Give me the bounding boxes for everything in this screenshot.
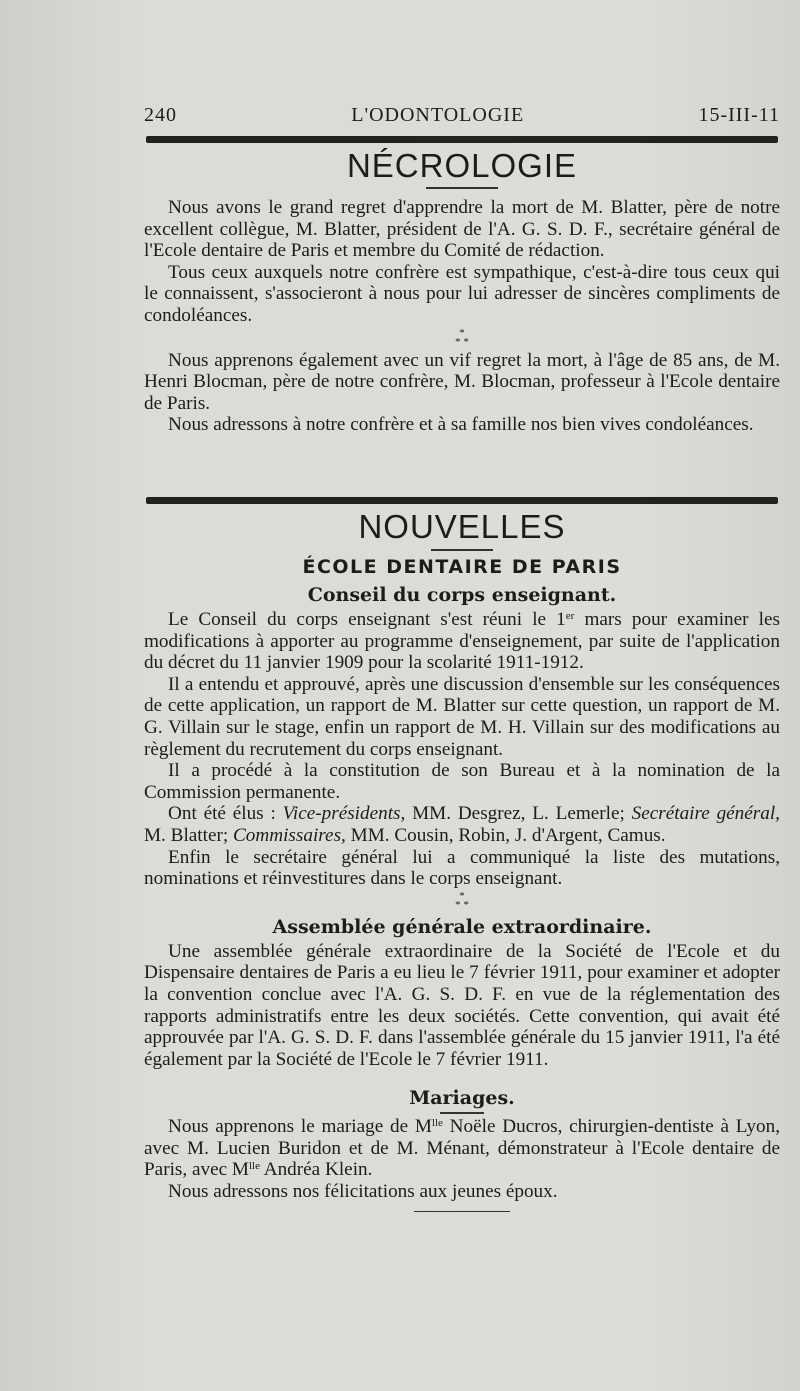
issue-date: 15-III-11 — [698, 104, 780, 126]
conseil-paragraph: Il a entendu et approuvé, après une discussion d'ensemble sur les conséquences de cette application, un rapport de M. Blatter sur cette question, un rapport de M. G. Villain sur le stage, enfin un rapport de M. H. Villain sur des modifications au règlement du recrutement du corps enseignant. — [144, 673, 780, 760]
necrologie-paragraph: Nous adressons à notre confrère et à sa famille nos bien vives condoléances. — [168, 414, 754, 436]
heading-underline — [440, 1112, 484, 1114]
conseil-paragraph: Ont été élus : Vice-présidents, MM. Desgrez, L. Lemerle; Secrétaire général, M. Blatter; Commissaires, MM. Cousin, Robin, J. d'Argent, Camus. — [144, 803, 780, 846]
necrologie-title: NÉCROLOGIE — [346, 147, 578, 184]
necrologie-paragraph: Nous apprenons également avec un vif regret la mort, à l'âge de 85 ans, de M. Henri Blocman, père de notre confrère, M. Blocman, professeur à l'Ecole dentaire de Paris. — [144, 349, 780, 414]
mariages-heading: Mariages. — [409, 1087, 515, 1110]
nouvelles-section — [144, 507, 780, 1212]
nouvelles-title: NOUVELLES — [358, 508, 566, 545]
conseil-paragraph: Enfin le secrétaire général lui a communiqué la liste des mutations, nominations et réinvestitures dans le corps enseignant. — [144, 846, 780, 890]
conseil-paragraph: Il a procédé à la constitution de son Bureau et à la nomination de la Commission permanente. — [144, 760, 780, 803]
necrologie-paragraph: Tous ceux auxquels notre confrère est sympathique, c'est-à-dire tous ceux qui le connaissent, s'associeront à nous pour lui adresser de sincères compliments de condoléances. — [144, 261, 780, 326]
assemblee-heading: Assemblée générale extraordinaire. — [272, 915, 652, 938]
conseil-paragraph: Le Conseil du corps enseignant s'est réuni le 1er mars pour examiner les modifications à apporter au programme d'enseignement, par suite de l'application du décret du 11 janvier 1909 pour la scolarité 1911-1912. — [144, 609, 780, 674]
necrologie-section — [144, 146, 780, 436]
running-header — [144, 104, 780, 127]
journal-title: L'ODONTOLOGIE — [351, 104, 525, 126]
closing-rule — [414, 1211, 510, 1213]
title-underline — [426, 187, 498, 189]
assemblee-paragraph: Une assemblée générale extraordinaire de la Société de l'Ecole et du Dispensaire dentaires de Paris a eu lieu le 7 février 1911, pour examiner et adopter la convention conclue avec l'A. G. S. D. F. en vue de la réglementation des rapports administratifs entre les deux sociétés. Cette convention, qui avait été approuvée par l'A. G. S. D. F. dans l'assemblée générale du 15 janvier 1911, l'a été également par la Société de l'Ecole le 7 février 1911. — [144, 940, 780, 1070]
nouvelles-subtitle: ÉCOLE DENTAIRE DE PARIS — [302, 556, 622, 578]
page-number: 240 — [144, 104, 177, 126]
necrologie-paragraph: Nous avons le grand regret d'apprendre la mort de M. Blatter, père de notre excellent collègue, M. Blatter, président de l'A. G. S. D. F., secrétaire général de l'Ecole dentaire de Paris et membre du Comité de rédaction. — [144, 197, 780, 262]
section-rule — [146, 497, 778, 504]
header-rule — [146, 136, 778, 143]
asterism-divider: * * * — [455, 889, 469, 911]
asterism-divider: * * * — [455, 326, 469, 348]
mariages-paragraph: Nous adressons nos félicitations aux jeunes époux. — [168, 1181, 558, 1203]
title-underline — [431, 549, 493, 551]
mariages-paragraph: Nous apprenons le mariage de $M^{lle}$ Noële Ducros, chirurgien-dentiste à Lyon, avec M. Lucien Buridon et de M. Ménant, démonstrateur à l'Ecole dentaire de Paris, avec $M^{lle}$ Andréa Klein. — [144, 1116, 780, 1181]
conseil-heading: Conseil du corps enseignant. — [307, 584, 617, 606]
